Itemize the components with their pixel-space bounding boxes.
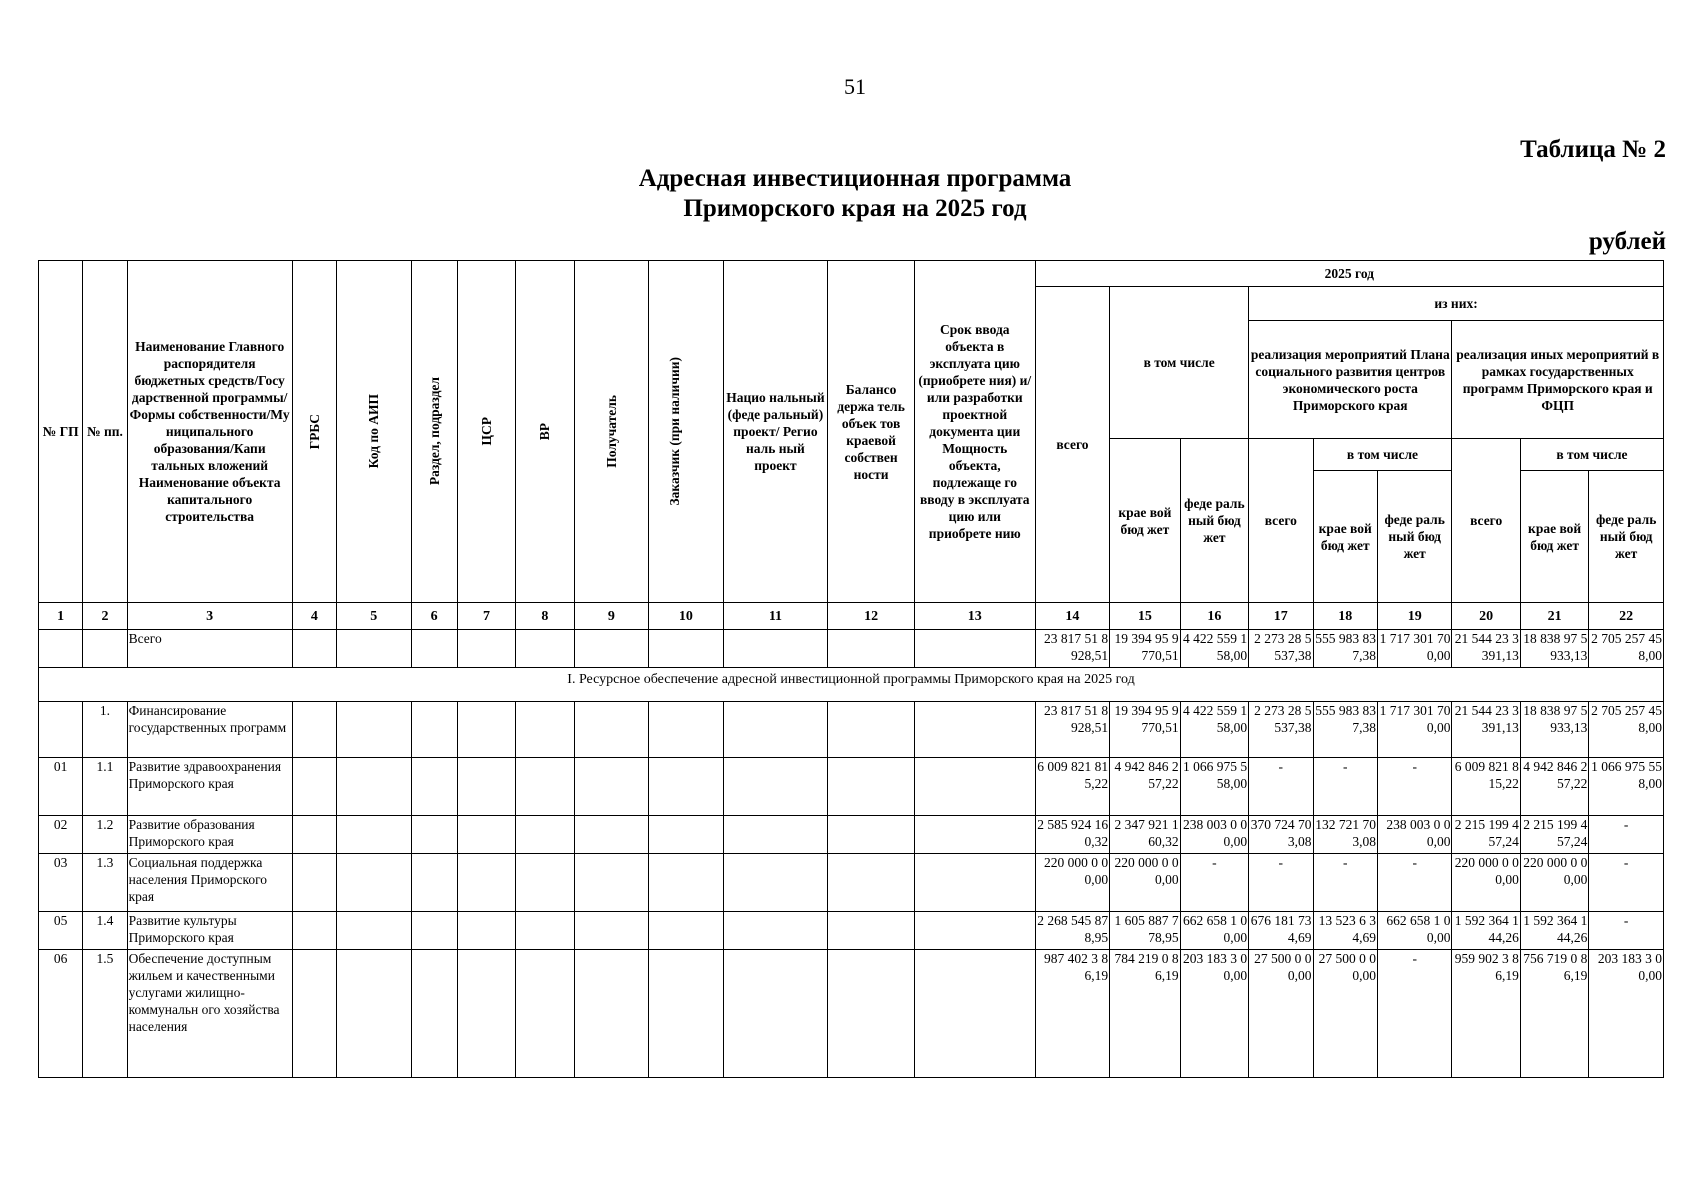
- column-number: 22: [1589, 603, 1664, 630]
- amount-cell: 2 273 28 5 537,38: [1249, 702, 1313, 758]
- header-plan-kraevoy: крае вой бюд жет: [1313, 471, 1377, 603]
- empty-cell: [411, 816, 457, 854]
- header-plan-including: в том числе: [1313, 439, 1452, 471]
- column-number: 10: [649, 603, 724, 630]
- name-cell: Обеспечение доступным жильем и качественными услугами жилищно-коммунальн ого хозяйства населения: [127, 950, 292, 1078]
- empty-cell: [411, 630, 457, 668]
- column-number: 21: [1520, 603, 1588, 630]
- amount-cell: 203 183 3 00,00: [1180, 950, 1248, 1078]
- column-number: 17: [1249, 603, 1313, 630]
- header-aip: Код по АИП: [337, 261, 412, 603]
- amount-cell: 1 592 364 144,26: [1520, 912, 1588, 950]
- amount-cell: 662 658 1 00,00: [1180, 912, 1248, 950]
- amount-cell: 1 592 364 144,26: [1452, 912, 1520, 950]
- empty-cell: [914, 912, 1035, 950]
- amount-cell: 784 219 0 86,19: [1110, 950, 1180, 1078]
- empty-cell: [292, 758, 336, 816]
- amount-cell: 555 983 837,38: [1313, 630, 1377, 668]
- empty-cell: [649, 950, 724, 1078]
- empty-cell: [723, 912, 828, 950]
- amount-cell: 19 394 95 9 770,51: [1110, 702, 1180, 758]
- header-other: реализация иных мероприятий в рамках государственных программ Приморского края и ФЦП: [1452, 321, 1664, 439]
- amount-cell: 23 817 51 8 928,51: [1035, 630, 1110, 668]
- name-cell: Финансирование государственных программ: [127, 702, 292, 758]
- pp-cell: [83, 630, 127, 668]
- empty-cell: [516, 950, 574, 1078]
- empty-cell: [723, 702, 828, 758]
- empty-cell: [337, 816, 412, 854]
- empty-cell: [723, 854, 828, 912]
- empty-cell: [411, 950, 457, 1078]
- amount-cell: 220 000 0 00,00: [1110, 854, 1180, 912]
- table-label: Таблица № 2: [1520, 136, 1666, 163]
- empty-cell: [457, 854, 515, 912]
- column-number: 3: [127, 603, 292, 630]
- empty-cell: [292, 854, 336, 912]
- name-cell: Развитие культуры Приморского края: [127, 912, 292, 950]
- empty-cell: [337, 758, 412, 816]
- empty-cell: [574, 758, 649, 816]
- gp-cell: 05: [39, 912, 83, 950]
- column-number: 1: [39, 603, 83, 630]
- empty-cell: [337, 912, 412, 950]
- empty-cell: [914, 758, 1035, 816]
- amount-cell: 6 009 821 815,22: [1452, 758, 1520, 816]
- empty-cell: [292, 630, 336, 668]
- amount-cell: 18 838 97 5 933,13: [1520, 702, 1588, 758]
- header-csr: ЦСР: [457, 261, 515, 603]
- empty-cell: [828, 758, 915, 816]
- empty-cell: [457, 630, 515, 668]
- empty-cell: [292, 912, 336, 950]
- amount-cell: 4 422 559 158,00: [1180, 630, 1248, 668]
- amount-cell: -: [1589, 854, 1664, 912]
- amount-cell: -: [1180, 854, 1248, 912]
- empty-cell: [292, 816, 336, 854]
- amount-cell: 27 500 0 00,00: [1249, 950, 1313, 1078]
- pp-cell: 1.: [83, 702, 127, 758]
- empty-cell: [292, 950, 336, 1078]
- amount-cell: 4 942 846 257,22: [1520, 758, 1588, 816]
- column-number: 19: [1377, 603, 1452, 630]
- pp-cell: 1.2: [83, 816, 127, 854]
- amount-cell: 1 066 975 558,00: [1589, 758, 1664, 816]
- amount-cell: 220 000 0 00,00: [1452, 854, 1520, 912]
- column-number: 13: [914, 603, 1035, 630]
- header-including: в том числе: [1110, 287, 1249, 439]
- header-year: 2025 год: [1035, 261, 1663, 287]
- amount-cell: 220 000 0 00,00: [1035, 854, 1110, 912]
- empty-cell: [649, 854, 724, 912]
- amount-cell: -: [1249, 758, 1313, 816]
- amount-cell: -: [1313, 854, 1377, 912]
- gp-cell: 01: [39, 758, 83, 816]
- amount-cell: 13 523 6 34,69: [1313, 912, 1377, 950]
- column-number: 16: [1180, 603, 1248, 630]
- header-gp: № ГП: [39, 261, 83, 603]
- amount-cell: 2 347 921 160,32: [1110, 816, 1180, 854]
- header-balance-holder: Балансо держа тель объек тов краевой собствен ности: [828, 261, 915, 603]
- section-title: I. Ресурсное обеспечение адресной инвестиционной программы Приморского края на 2025 год: [39, 668, 1664, 702]
- page-number: 51: [844, 74, 866, 99]
- table-row: [39, 630, 1664, 668]
- amount-cell: 2 268 545 878,95: [1035, 912, 1110, 950]
- header-pp: № пп.: [83, 261, 127, 603]
- empty-cell: [574, 630, 649, 668]
- empty-cell: [723, 816, 828, 854]
- amount-cell: 959 902 3 86,19: [1452, 950, 1520, 1078]
- amount-cell: 23 817 51 8 928,51: [1035, 702, 1110, 758]
- amount-cell: 987 402 3 86,19: [1035, 950, 1110, 1078]
- empty-cell: [574, 912, 649, 950]
- gp-cell: [39, 630, 83, 668]
- empty-cell: [649, 912, 724, 950]
- empty-cell: [649, 758, 724, 816]
- units-label: рублей: [1588, 228, 1666, 255]
- header-plan-federal: феде раль ный бюд жет: [1377, 471, 1452, 603]
- amount-cell: 21 544 23 3 391,13: [1452, 630, 1520, 668]
- empty-cell: [828, 630, 915, 668]
- empty-cell: [516, 854, 574, 912]
- empty-cell: [649, 630, 724, 668]
- investment-table: [38, 260, 1664, 1078]
- gp-cell: 02: [39, 816, 83, 854]
- header-plan: реализация мероприятий Плана социального развития центров экономического роста Приморского края: [1249, 321, 1452, 439]
- amount-cell: 2 215 199 457,24: [1452, 816, 1520, 854]
- header-other-kraevoy: крае вой бюд жет: [1520, 471, 1588, 603]
- header-razdel: Раздел, подраздел: [411, 261, 457, 603]
- table-row: [39, 702, 1664, 758]
- amount-cell: 203 183 3 00,00: [1589, 950, 1664, 1078]
- name-cell: Всего: [127, 630, 292, 668]
- amount-cell: -: [1377, 950, 1452, 1078]
- column-number: 12: [828, 603, 915, 630]
- section-row: [39, 668, 1664, 702]
- empty-cell: [457, 702, 515, 758]
- name-cell: Развитие образования Приморского края: [127, 816, 292, 854]
- amount-cell: 1 605 887 778,95: [1110, 912, 1180, 950]
- column-number: 11: [723, 603, 828, 630]
- header-federal: феде раль ный бюд жет: [1180, 439, 1248, 603]
- amount-cell: -: [1313, 758, 1377, 816]
- empty-cell: [914, 816, 1035, 854]
- amount-cell: 220 000 0 00,00: [1520, 854, 1588, 912]
- empty-cell: [411, 702, 457, 758]
- amount-cell: 6 009 821 815,22: [1035, 758, 1110, 816]
- empty-cell: [292, 702, 336, 758]
- empty-cell: [723, 758, 828, 816]
- empty-cell: [516, 702, 574, 758]
- empty-cell: [914, 702, 1035, 758]
- name-cell: Социальная поддержка населения Приморского края: [127, 854, 292, 912]
- gp-cell: [39, 702, 83, 758]
- column-number: 5: [337, 603, 412, 630]
- empty-cell: [516, 912, 574, 950]
- amount-cell: 19 394 95 9 770,51: [1110, 630, 1180, 668]
- pp-cell: 1.5: [83, 950, 127, 1078]
- amount-cell: 1 717 301 700,00: [1377, 702, 1452, 758]
- table-body: [39, 603, 1664, 1078]
- table-row: [39, 758, 1664, 816]
- empty-cell: [828, 950, 915, 1078]
- amount-cell: 2 273 28 5 537,38: [1249, 630, 1313, 668]
- empty-cell: [457, 758, 515, 816]
- amount-cell: 238 003 0 00,00: [1180, 816, 1248, 854]
- pp-cell: 1.3: [83, 854, 127, 912]
- column-number: 8: [516, 603, 574, 630]
- header-plan-total: всего: [1249, 439, 1313, 603]
- amount-cell: -: [1249, 854, 1313, 912]
- header-recipient: Получатель: [574, 261, 649, 603]
- table-row: [39, 912, 1664, 950]
- empty-cell: [828, 912, 915, 950]
- table-row: [39, 950, 1664, 1078]
- amount-cell: 4 422 559 158,00: [1180, 702, 1248, 758]
- header-term: Срок ввода объекта в эксплуата цию (приобрете ния) и/или разработки проектной документа ции Мощность объекта, подлежаще го вводу в эксплуата цию или приобрете нию: [914, 261, 1035, 603]
- empty-cell: [574, 702, 649, 758]
- amount-cell: -: [1377, 854, 1452, 912]
- empty-cell: [723, 950, 828, 1078]
- empty-cell: [574, 854, 649, 912]
- amount-cell: -: [1589, 816, 1664, 854]
- header-kraevoy: крае вой бюд жет: [1110, 439, 1180, 603]
- gp-cell: 03: [39, 854, 83, 912]
- amount-cell: 27 500 0 00,00: [1313, 950, 1377, 1078]
- amount-cell: -: [1377, 758, 1452, 816]
- empty-cell: [828, 816, 915, 854]
- column-number: 2: [83, 603, 127, 630]
- header-grbs: ГРБС: [292, 261, 336, 603]
- amount-cell: -: [1589, 912, 1664, 950]
- header-other-including: в том числе: [1520, 439, 1663, 471]
- empty-cell: [914, 950, 1035, 1078]
- amount-cell: 4 942 846 257,22: [1110, 758, 1180, 816]
- column-number: 7: [457, 603, 515, 630]
- amount-cell: 18 838 97 5 933,13: [1520, 630, 1588, 668]
- name-cell: Развитие здравоохранения Приморского края: [127, 758, 292, 816]
- empty-cell: [457, 912, 515, 950]
- amount-cell: 756 719 0 86,19: [1520, 950, 1588, 1078]
- amount-cell: 21 544 23 3 391,13: [1452, 702, 1520, 758]
- empty-cell: [457, 950, 515, 1078]
- column-number: 4: [292, 603, 336, 630]
- empty-cell: [828, 854, 915, 912]
- gp-cell: 06: [39, 950, 83, 1078]
- header-national-project: Нацио нальный (феде ральный) проект/ Регио наль ный проект: [723, 261, 828, 603]
- amount-cell: 1 717 301 700,00: [1377, 630, 1452, 668]
- amount-cell: 132 721 703,08: [1313, 816, 1377, 854]
- column-number: 20: [1452, 603, 1520, 630]
- empty-cell: [574, 816, 649, 854]
- column-number: 9: [574, 603, 649, 630]
- header-customer: Заказчик (при наличии): [649, 261, 724, 603]
- header-other-total: всего: [1452, 439, 1520, 603]
- empty-cell: [516, 816, 574, 854]
- column-number: 15: [1110, 603, 1180, 630]
- amount-cell: 2 585 924 160,32: [1035, 816, 1110, 854]
- empty-cell: [649, 702, 724, 758]
- empty-cell: [516, 758, 574, 816]
- empty-cell: [337, 854, 412, 912]
- table-row: [39, 854, 1664, 912]
- header-vr: ВР: [516, 261, 574, 603]
- empty-cell: [457, 816, 515, 854]
- amount-cell: 662 658 1 00,00: [1377, 912, 1452, 950]
- pp-cell: 1.1: [83, 758, 127, 816]
- empty-cell: [914, 630, 1035, 668]
- empty-cell: [649, 816, 724, 854]
- amount-cell: 2 705 257 458,00: [1589, 630, 1664, 668]
- amount-cell: 676 181 734,69: [1249, 912, 1313, 950]
- pp-cell: 1.4: [83, 912, 127, 950]
- header-of-them: из них:: [1249, 287, 1664, 321]
- title-line-2: Приморского края на 2025 год: [683, 195, 1027, 222]
- empty-cell: [914, 854, 1035, 912]
- empty-cell: [337, 630, 412, 668]
- header-name: Наименование Главного распорядителя бюджетных средств/Госу дарственной программы/ Формы собственности/Му ниципального образования/Капи тальных вложений Наименование объекта капитального строительства: [127, 261, 292, 603]
- column-number: 6: [411, 603, 457, 630]
- amount-cell: 238 003 0 00,00: [1377, 816, 1452, 854]
- header-other-federal: феде раль ный бюд жет: [1589, 471, 1664, 603]
- amount-cell: 2 215 199 457,24: [1520, 816, 1588, 854]
- title-line-1: Адресная инвестиционная программа: [638, 165, 1072, 192]
- empty-cell: [574, 950, 649, 1078]
- empty-cell: [411, 758, 457, 816]
- column-number: 14: [1035, 603, 1110, 630]
- amount-cell: 555 983 837,38: [1313, 702, 1377, 758]
- header-total: всего: [1035, 287, 1110, 603]
- empty-cell: [337, 702, 412, 758]
- empty-cell: [411, 854, 457, 912]
- empty-cell: [516, 630, 574, 668]
- column-number: 18: [1313, 603, 1377, 630]
- amount-cell: 2 705 257 458,00: [1589, 702, 1664, 758]
- amount-cell: 1 066 975 558,00: [1180, 758, 1248, 816]
- document-title: [0, 164, 1696, 224]
- empty-cell: [723, 630, 828, 668]
- empty-cell: [337, 950, 412, 1078]
- amount-cell: 370 724 703,08: [1249, 816, 1313, 854]
- table-row: [39, 816, 1664, 854]
- column-numbers-row: [39, 603, 1664, 630]
- empty-cell: [411, 912, 457, 950]
- empty-cell: [828, 702, 915, 758]
